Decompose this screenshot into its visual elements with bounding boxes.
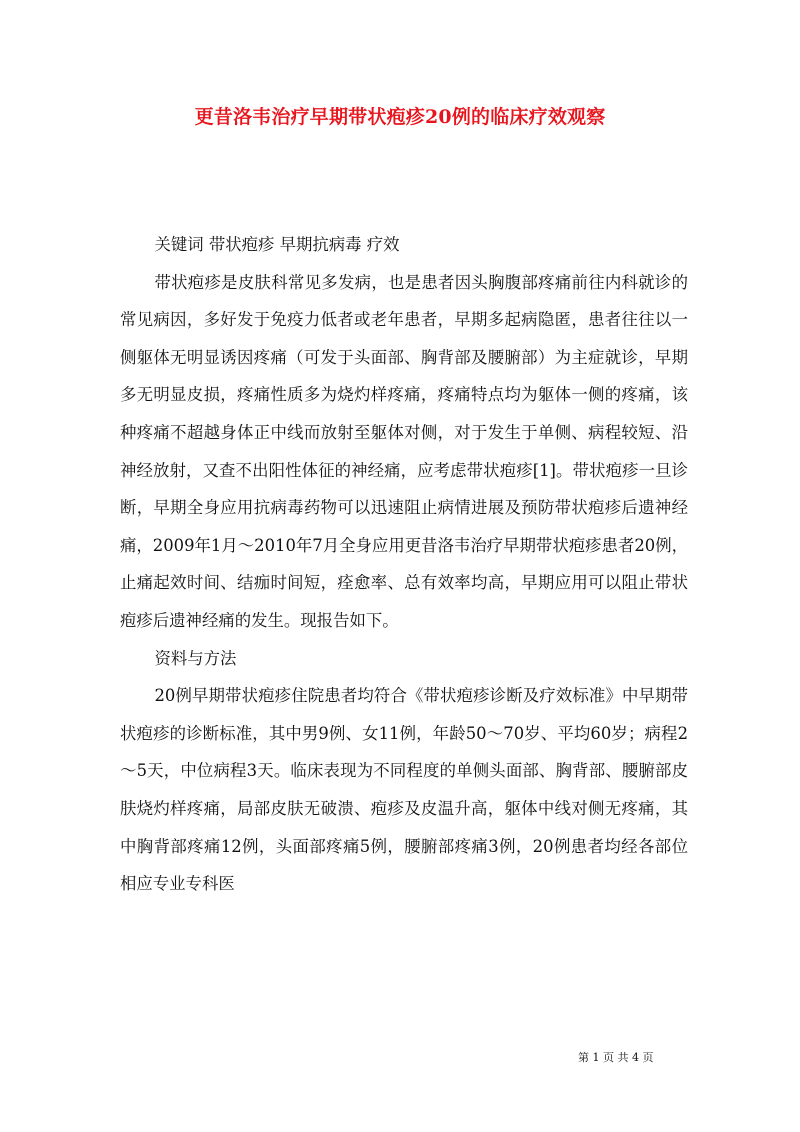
page-number-indicator: 第 1 页 共 4 页 (578, 1051, 654, 1064)
section-heading: 资料与方法 (154, 648, 237, 668)
body-paragraph: 20例早期带状疱疹住院患者均符合《带状疱疹诊断及疗效标准》中早期带状疱疹的诊断标准，其中男9例、女11例，年龄50～70岁、平均60岁；病程2～5天，中位病程3天。临床表现为不同程度的单侧头面部、胸背部、腰腑部皮肤烧灼样疼痛，局部皮肤无破溃、疱疹及皮温升高，躯体中线对侧无疼痛，其中胸背部疼痛12例，头面部疼痛5例，腰腑部疼痛3例，20例患者均经各部位相应专业专科医 (120, 686, 688, 894)
document-title: 更昔洛韦治疗早期带状疱疹20例的临床疗效观察 (194, 106, 606, 128)
document-body (120, 226, 688, 903)
keywords-line: 关键词 带状疱疹 早期抗病毒 疗效 (154, 235, 400, 254)
body-paragraph: 带状疱疹是皮肤科常见多发病，也是患者因头胸腹部疼痛前往内科就诊的常见病因，多好发于免疫力低者或老年患者，早期多起病隐匿，患者往往以一侧躯体无明显诱因疼痛（可发于头面部、胸背部及腰腑部）为主症就诊，早期多无明显皮损，疼痛性质多为烧灼样疼痛，疼痛特点均为躯体一侧的疼痛，该种疼痛不超越身体正中线而放射至躯体对侧，对于发生于单侧、病程较短、沿神经放射，又查不出阳性体征的神经痛，应考虑带状疱疹[1]。带状疱疹一旦诊断，早期全身应用抗病毒药物可以迅速阻止病情进展及预防带状疱疹后遗神经痛，2009年1月～2010年7月全身应用更昔洛韦治疗早期带状疱疹患者20例，止痛起效时间、结痂时间短，痊愈率、总有效率均高，早期应用可以阻止带状疱疹后遗神经痛的发生。现报告如下。 (120, 272, 688, 630)
